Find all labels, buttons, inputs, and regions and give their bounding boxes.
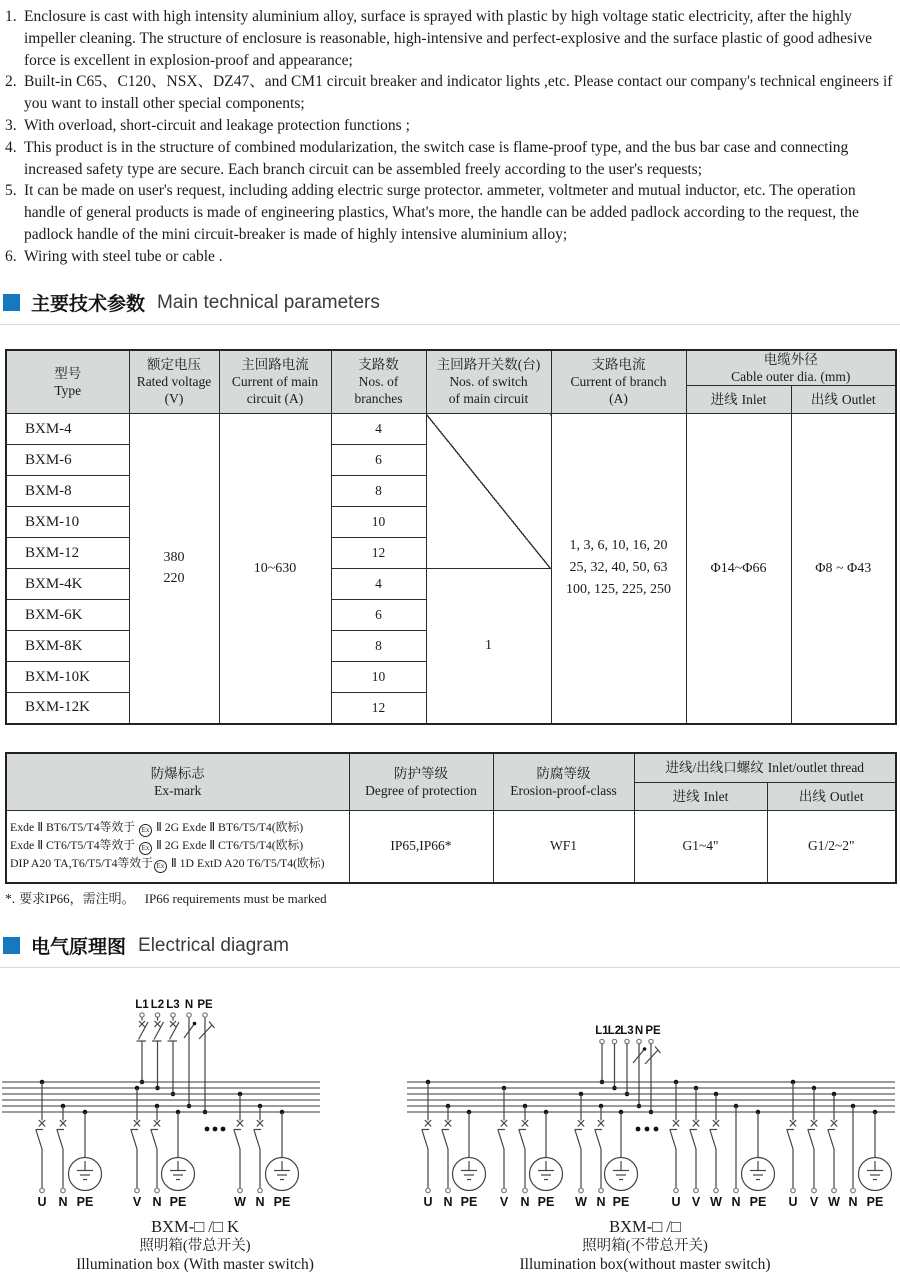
feature-number: 2.	[5, 73, 17, 91]
terminal-label: V	[809, 1194, 819, 1209]
feature-text: Built-in C65、C120、NSX、DZ47、and CM1 circuit breaker and indicator lights ,etc. Please contact our company's technical engineers if you want to install other special components;	[24, 73, 893, 113]
table-row	[6, 811, 896, 883]
terminal-label: PE	[169, 1194, 187, 1209]
feature-number: 4.	[5, 138, 17, 156]
feature-item	[4, 180, 897, 245]
terminal-label: W	[828, 1194, 840, 1209]
feed-labels	[135, 999, 213, 1011]
bus-bars	[2, 1082, 320, 1112]
feature-item	[4, 115, 897, 137]
branch-current-cell: 1, 3, 6, 10, 16, 20 25, 32, 40, 50, 63 100, 125, 225, 250	[551, 414, 686, 724]
diagram-with-master-switch	[0, 992, 390, 1275]
col-header-protection: 防护等级 Degree of protection	[349, 753, 493, 811]
terminal-label: N	[255, 1194, 265, 1209]
section-bullet-icon	[3, 294, 20, 311]
col-header-exmark: 防爆标志 Ex-mark	[6, 753, 349, 811]
col-header-branch-current: 支路电流 Current of branch (A)	[551, 350, 686, 414]
feed-label: PE	[197, 998, 213, 1011]
feature-text: It can be made on user's request, including adding electric surge protector. ammeter, voltmeter and mutual inductor, etc. The operation handle of general products is made of engineering plastics, What's more, the handle can be added padlock according to the request, the padlock handle of the mini circuit-breaker is made of highly intensive aluminium alloy;	[24, 182, 859, 243]
section-title-zh: 主要技术参数	[31, 294, 146, 316]
terminal-label: PE	[460, 1194, 478, 1209]
branches-cell: 4	[331, 569, 426, 600]
terminal-labels	[423, 1195, 883, 1209]
terminal-label: PE	[76, 1194, 94, 1209]
feature-item	[4, 137, 897, 181]
footnote-zh: 要求IP66，需注明。	[19, 890, 135, 906]
section-header-parameters	[0, 292, 900, 325]
ex-symbol-icon: Ex	[139, 842, 152, 855]
terminal-label: PE	[612, 1194, 630, 1209]
terminal-label: U	[423, 1194, 433, 1209]
terminal-label: W	[710, 1194, 722, 1209]
col-header-erosion: 防腐等级 Erosion-proof-class	[493, 753, 634, 811]
type-cell: BXM-12K	[6, 693, 129, 724]
exmark-cell: Exde Ⅱ BT6/T5/T4等效于 Ex Ⅱ 2G Exde Ⅱ BT6/T5/T4(欧标) Exde Ⅱ CT6/T5/T4等效于 Ex Ⅱ 2G Exde Ⅱ CT6/T5/T4(欧标) DIP A20 TA,T6/T5/T4等效于 Ex Ⅱ 1D ExtD A20 T6/T5/T4(欧标)	[6, 811, 349, 883]
branches-cell: 12	[331, 538, 426, 569]
caption-zh: 照明箱(带总开关)	[139, 1237, 251, 1254]
terminal-label: U	[37, 1194, 47, 1209]
feature-number: 6.	[5, 247, 17, 265]
col-header-inlet: 进线 Inlet	[686, 386, 791, 414]
thread-outlet-cell: G1/2~2"	[767, 811, 896, 883]
feed-label: PE	[645, 1024, 661, 1037]
terminal-label: PE	[749, 1194, 767, 1209]
col-header-thread: 进线/出线口螺纹 Inlet/outlet thread	[634, 753, 896, 783]
terminal-label: PE	[273, 1194, 291, 1209]
diagram-caption	[0, 1216, 390, 1275]
type-cell: BXM-10K	[6, 662, 129, 693]
circuit-diagram-left	[0, 992, 390, 1210]
branches-cell: 12	[331, 693, 426, 724]
electrical-diagrams	[0, 992, 900, 1275]
col-header-switch-count: 主回路开关数(台) Nos. of switch of main circuit	[426, 350, 551, 414]
branch-group	[234, 1091, 299, 1192]
terminal-label: N	[731, 1194, 741, 1209]
parameters-table	[5, 349, 897, 725]
main-current-cell: 10~630	[219, 414, 331, 724]
terminal-labels	[37, 1195, 290, 1209]
voltage-cell: 380 220	[129, 414, 219, 724]
feed-label: L1	[135, 998, 149, 1011]
feature-text: Enclosure is cast with high intensity aluminium alloy, surface is sprayed with plastic by high voltage static electricity, after the highly impeller cleaning. The structure of enclosure is reasonable, high-intensive and perfect-explosive and the surface plastic of good adhesive force is excellent in explosion-proof and appearance;	[24, 8, 873, 69]
terminal-label: N	[848, 1194, 858, 1209]
footnote-en: IP66 requirements must be marked	[144, 890, 327, 906]
feed-label: L2	[150, 998, 165, 1011]
terminal-label: W	[234, 1194, 246, 1209]
terminal-label: N	[152, 1194, 162, 1209]
type-cell: BXM-4K	[6, 569, 129, 600]
feed-label: L1	[595, 1024, 609, 1037]
terminal-label: N	[596, 1194, 606, 1209]
col-header-thread-outlet: 出线 Outlet	[767, 783, 896, 811]
branches-cell: 6	[331, 445, 426, 476]
feature-text: Wiring with steel tube or cable .	[24, 247, 223, 265]
protection-cell: IP65,IP66*	[349, 811, 493, 883]
type-cell: BXM-8	[6, 476, 129, 507]
col-header-main-current: 主回路电流 Current of main circuit (A)	[219, 350, 331, 414]
terminal-label: V	[499, 1194, 509, 1209]
feed-label: L2	[607, 1024, 622, 1037]
outlet-dia-cell: Φ8 ~ Φ43	[791, 414, 896, 724]
feed-label: N	[634, 1024, 644, 1037]
feature-item	[4, 71, 897, 115]
ellipsis-dots	[636, 1126, 659, 1131]
caption-model: BXM-□ /□	[609, 1216, 681, 1236]
col-header-outlet: 出线 Outlet	[791, 386, 896, 414]
feature-number: 1.	[5, 8, 17, 25]
branches-cell: 10	[331, 507, 426, 538]
thread-inlet-cell: G1~4"	[634, 811, 767, 883]
branches-cell: 8	[331, 476, 426, 507]
section-divider	[0, 967, 900, 968]
terminal-label: U	[788, 1194, 798, 1209]
caption-en: Illumination box(without master switch)	[519, 1255, 771, 1273]
feature-number: 3.	[5, 116, 17, 134]
type-cell: BXM-6	[6, 445, 129, 476]
branch-group	[131, 1085, 195, 1192]
feed-label: N	[184, 998, 194, 1011]
col-header-thread-inlet: 进线 Inlet	[634, 783, 767, 811]
inlet-dia-cell: Φ14~Φ66	[686, 414, 791, 724]
branch-group	[36, 1079, 102, 1192]
footnote	[5, 890, 900, 907]
caption-model: BXM-□ /□ K	[151, 1216, 239, 1236]
ellipsis-dots	[205, 1126, 226, 1131]
section-title-en: Main technical parameters	[157, 291, 380, 313]
section-title-zh: 电气原理图	[31, 937, 127, 959]
diagonal-empty-cell	[426, 414, 551, 569]
col-header-type: 型号 Type	[6, 350, 129, 414]
branch-group	[787, 1079, 892, 1192]
feed-label: L3	[166, 998, 180, 1011]
diagram-without-master-switch	[390, 992, 900, 1275]
exmark-table	[5, 752, 897, 884]
terminal-label: PE	[866, 1194, 884, 1209]
terminal-label: U	[671, 1194, 681, 1209]
feed-labels	[595, 1025, 661, 1037]
caption-en: Illumination box (With master switch)	[76, 1255, 314, 1273]
type-cell: BXM-8K	[6, 631, 129, 662]
feature-number: 5.	[5, 182, 17, 200]
erosion-cell: WF1	[493, 811, 634, 883]
table-row	[6, 414, 896, 445]
feed-drops	[600, 1039, 661, 1114]
terminal-label: W	[575, 1194, 587, 1209]
feature-item	[4, 6, 897, 71]
type-cell: BXM-12	[6, 538, 129, 569]
branch-group	[670, 1079, 775, 1192]
branches-cell: 6	[331, 600, 426, 631]
ex-symbol-icon: Ex	[154, 860, 167, 873]
col-header-voltage: 额定电压 Rated voltage (V)	[129, 350, 219, 414]
terminal-label: V	[132, 1194, 142, 1209]
type-cell: BXM-6K	[6, 600, 129, 631]
diagram-caption	[390, 1216, 900, 1275]
branches-cell: 10	[331, 662, 426, 693]
caption-zh: 照明箱(不带总开关)	[582, 1237, 708, 1254]
feature-text: With overload, short-circuit and leakage protection functions ;	[24, 116, 410, 134]
branch-group	[575, 1091, 638, 1192]
branch-group	[422, 1079, 486, 1192]
branch-group	[498, 1085, 563, 1192]
feature-item	[4, 246, 897, 268]
terminal-label: N	[520, 1194, 530, 1209]
col-header-cable-dia: 电缆外径 Cable outer dia. (mm)	[686, 350, 896, 386]
type-cell: BXM-4	[6, 414, 129, 445]
branches-cell: 8	[331, 631, 426, 662]
terminal-label: PE	[537, 1194, 555, 1209]
col-header-branches: 支路数 Nos. of branches	[331, 350, 426, 414]
terminal-label: N	[443, 1194, 453, 1209]
feature-text: This product is in the structure of combined modularization, the switch case is flame-proof type, and the bus bar case and connecting increased safety type are secure. Each branch circuit can be assembled freely according to the user's requests;	[24, 138, 849, 178]
type-cell: BXM-10	[6, 507, 129, 538]
terminal-label: V	[691, 1194, 701, 1209]
branches-cell: 4	[331, 414, 426, 445]
circuit-diagram-right	[405, 992, 900, 1210]
section-divider	[0, 324, 900, 325]
section-title-en: Electrical diagram	[138, 934, 290, 956]
feature-list	[0, 6, 900, 268]
footnote-star: *.	[5, 890, 16, 906]
feed-label: L3	[620, 1024, 634, 1037]
ex-symbol-icon: Ex	[139, 824, 152, 837]
master-switch	[137, 1012, 215, 1114]
section-bullet-icon	[3, 937, 20, 954]
switch-count-cell: 1	[426, 569, 551, 724]
terminal-label: N	[58, 1194, 68, 1209]
section-header-diagram	[0, 935, 900, 968]
